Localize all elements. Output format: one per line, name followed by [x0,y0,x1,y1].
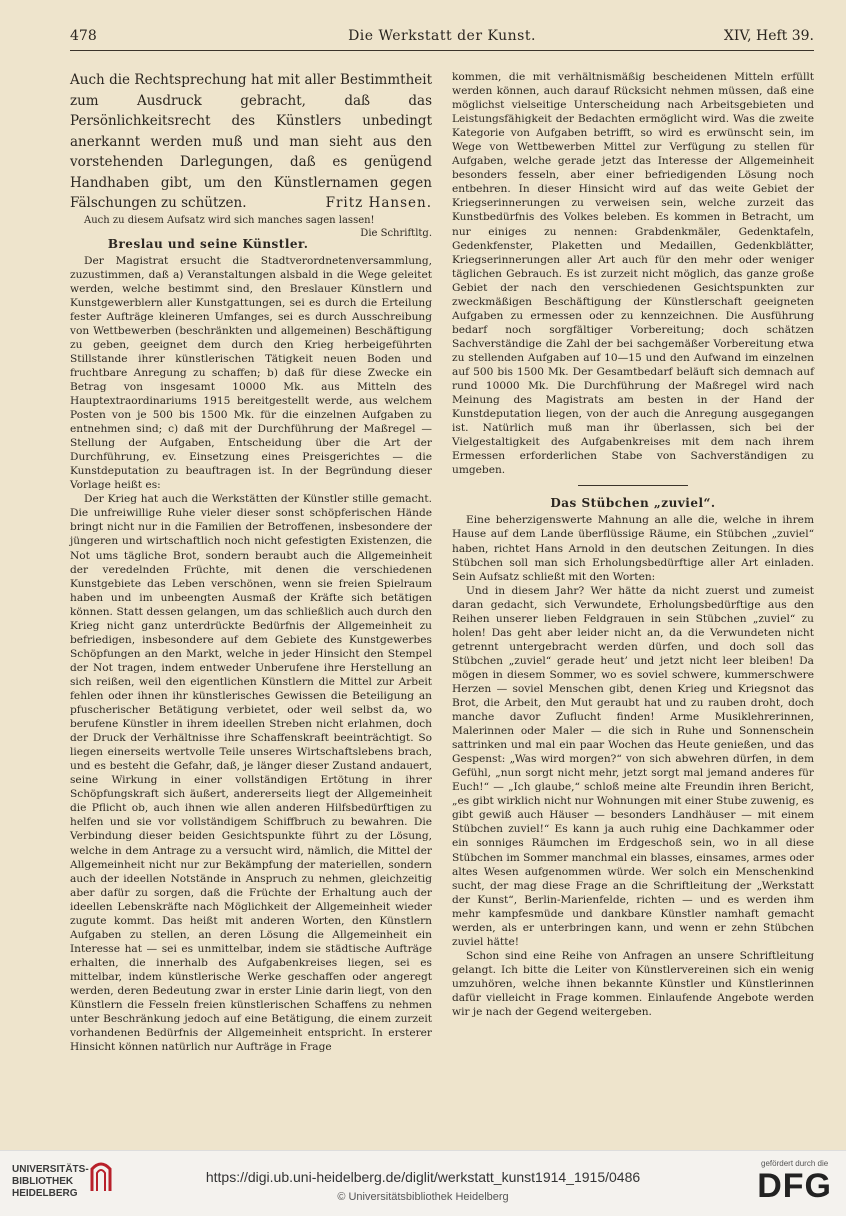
breslau-paragraph-2: Der Krieg hat auch die Werkstätten der Künstler stille gemacht. Die unfreiwillige Ruhe vieler dieser sonst schöpferischen Hände bringt nicht nur in die Familien der Betroffenen, insbesondere der jüngeren und wirtschaftlich noch nicht gefestigten Existenzen, die Not ums tägliche Brot, sondern beraubt auch die Allgemeinheit der veredelnden Früchte, mit denen die verschiedenen Kunstgebiete das Leben verschönen, wenn sie freien Spielraum haben und im unbeengten Ausmaß der Kräfte sich betätigen können. Statt dessen gelangen, um das schließlich auch durch den Krieg nicht ganz unterdrückte Bedürfnis der Allgemeinheit zu befriedigen, insbesondere auf dem Gebiete des Kunstgewerbes Schöpfungen an den Markt, welche in jeder Hinsicht den Stempel der Not tragen, indem entweder Unberufene ihre Herstellung an sich reißen, weil den eigentlichen Künstlern die Mittel zur Arbeit fehlen oder ihnen ihr künstlerisches Gewissen die Beteiligung an pfuscherischer Betätigung verbietet, oder weil selbst da, wo berufene Künstler in ihrem ideellen Streben nicht erlahmen, doch der Druck der Verhältnisse ihre Schaffenskraft beeinträchtigt. So liegen einerseits wertvolle Teile unseres Wirtschaftslebens brach, und es besteht die Gefahr, daß, je länger dieser Zustand andauert, seine Wirkung in einer vollständigen Ertötung in ihrer Schöpfungskraft sich äußert, andererseits liegt der Allgemeinheit die Pflicht ob, auch ihnen wie allen anderen Hilfsbedürftigen zu helfen und sie vor vollständigem Schiffbruch zu bewahren. Die Verbindung dieser beiden Gesichtspunkte führt zu der Lösung, welche in dem Antrage zu a versucht wird, nämlich, die Mittel der Allgemeinheit nicht nur zur Bekämpfung der materiellen, sondern auch der ideellen Notstände in Anspruch zu nehmen, gleichzeitig aber dafür zu sorgen, daß die Früchte der Erhaltung auch der ideellen Lebenskräfte nach Möglichkeit der Allgemeinheit wieder zugute kommt. Das heißt mit anderen Worten, den Künstlern Aufgaben zu stellen, an deren Lösung die Allgemeinheit ein Interesse hat — sei es unmittelbar, indem sie städtische Aufträge erhalten, die innerhalb des Aufgabenkreises liegen, sei es mittelbar, indem künstlerische Werke geschaffen oder angeregt werden, deren Bedeutung zwar in erster Linie darin liegt, von den Künstlern die Fesseln freien künstlerischen Schaffens zu nehmen unter Beschränkung jedoch auf eine Betätigung, die einem zurzeit vorhandenen Bedürfnis der Allgemeinheit entspricht. In ersterer Hinsicht können natürlich nur Aufträge in Frage [70,493,432,1054]
library-line-2: BIBLIOTHEK [12,1176,74,1187]
dfg-logo: DFG [757,1167,832,1205]
copyright-notice: © Universitätsbibliothek Heidelberg [337,1191,509,1203]
page-header [70,28,814,51]
library-line-3: HEIDELBERG [12,1188,78,1199]
left-column [70,70,432,1054]
issue-label: XIV, Heft 39. [723,28,814,44]
page-number: 478 [70,28,97,44]
intro-text: Auch die Rechtsprechung hat mit aller Bestimmtheit zum Ausdruck gebracht, daß das Persönlichkeitsrecht des Künstlers unbedingt anerkannt werden muß und man sieht aus den vorstehenden Darlegungen, daß es genügend Handhaben gibt, um den Künstlernamen gegen Fälschungen zu schützen. [70,72,432,211]
section-divider [578,485,688,486]
section-title-stuebchen: Das Stübchen „zuviel“. [550,496,716,511]
library-line-1: UNIVERSITÄTS- [12,1164,89,1175]
viewer-footer [0,1150,846,1216]
right-column [452,70,814,1019]
editor-note [70,214,432,239]
sponsor-label: gefördert durch die [761,1159,829,1168]
sponsor-block [757,1159,832,1204]
stuebchen-paragraph-2: Und in diesem Jahr? Wer hätte da nicht zuerst und zumeist daran gedacht, sich Verwundete, Erholungsbedürftige aus den Reihen unserer lieben Feldgrauen in sein Stübchen „zuviel“ zu holen! Das geht aber leider nicht an, da die Verwundeten nicht getrennt untergebracht werden dürfen, und doch soll das Stübchen „zuviel“ gerade heut’ und jetzt nicht leer bleiben! Da mögen in diesem Sommer, wo es soviel schwere, kummerschwere Herzen — soviel Menschen gibt, denen Krieg und Kriegsnot das Brot, die Arbeit, den Mut geraubt hat und zu rauben droht, doch manche davor Zuflucht finden! Arme Musiklehrerinnen, Malerinnen oder Maler — die sich in Ruhe und Sonnenschein sattrinken und mal ein paar Wochen das Heute genießen, und das Gespenst: „Was wird morgen?“ von sich abwehren dürfen, in dem Gefühl, „nun sorgt nicht mehr, jetzt sorgt mal jemand anderes für Euch!“ — „Ich glaube,“ schloß meine alte Freundin ihren Bericht, „es gibt wirklich nicht nur Wohnungen mit einer Stube zuwenig, es gibt gewiß auch Häuser — besonders Landhäuser — mit einem Stübchen zuviel!“ Es kann ja auch ruhig eine Dachkammer oder ein sonniges Räumchen im Erdgeschoß sein, wo in all diese Stübchen im Sommer manchmal ein blasses, einsames, armes oder altes Wesen aufgenommen würde. Wer solch ein Menschenkind sucht, der mag diese Frage an die Schriftleitung der „Werkstatt der Kunst“, Berlin-Marienfelde, richten — und es werden ihm mehr kampfesmüde und dankbare Künstler namhaft gemacht werden, als er unterbringen kann, und wenn er zehn Stübchen zuviel hätte! [452,584,814,948]
intro-paragraph [70,70,432,214]
editor-note-text: Auch zu diesem Aufsatz wird sich manches sagen lassen! [84,214,375,226]
intro-author: Fritz Hansen. [325,195,432,211]
breslau-paragraph-1: Der Magistrat ersucht die Stadtverordnetenversammlung, zuzustimmen, daß a) Veranstaltungen alsbald in die Wege geleitet werden, welche bestimmt sind, den Breslauer Künstlern und Kunstgewerblern aller Kunstgattungen, sei es durch die Erteilung fester Aufträge kleineren Umfanges, sei es durch Ausschreibung von Wettbewerben (beschränkten und allgemeinen) Beschäftigung zu geben, geeignet dem durch den Krieg herbeigeführten Stillstande ihrer künstlerischen Tätigkeit neuen Boden und fruchtbare Anregung zu schaffen; b) daß für diese Zwecke ein Betrag von insgesamt 10000 Mk. aus Mitteln des Hauptextraordinariums 1915 bereitgestellt werde, aus welchem Posten von je 500 bis 1500 Mk. für die einzelnen Aufgaben zu entnehmen sind; c) daß mit der Durchführung der Maßregel — Stellung der Aufgaben, Entscheidung über die Art der Durchführung, ev. Einsetzung eines Preisgerichtes — die Kunstdeputation zu beauftragen ist. In der Begründung dieser Vorlage heißt es: [70,254,432,492]
permalink-url[interactable]: https://digi.ub.uni-heidelberg.de/diglit/werkstatt_kunst1914_1915/0486 [205,1169,641,1185]
breslau-continued-paragraph: kommen, die mit verhältnismäßig bescheidenen Mitteln erfüllt werden können, auch darauf Rücksicht nehmen müssen, daß eine möglichst vielseitige Unterscheidung nach Arbeitsgebieten und Leistungsfähigkeit der Bedachten ermöglicht wird. Was die zweite Kategorie von Aufgaben betrifft, so wird es erwünscht sein, im Wege von Wettbewerben Mittel zur Verfügung zu stellen für Aufgaben, welche gerade jetzt das Interesse der Allgemeinheit besonders fesseln, aber einer befriedigenden Lösung noch entbehren. In dieser Hinsicht wird auf das weite Gebiet der Kriegserinnerungen zu verweisen sein, welche zurzeit das Kunstbedürfnis des Volkes beleben. Es kommen in Betracht, um nur einiges zu nennen: Grabdenkmäler, Gedenktafeln, Gedenkfenster, Plaketten und Medaillen, Gedenkblätter, Kriegserinnerungen aller Art auch für den mehr oder weniger täglichen Gebrauch. Es ist zurzeit nicht möglich, das ganze große Gebiet der nach den verschiedenen Gesichtspunkten zur zweckmäßigen Beschäftigung der Künstlerschaft geeigneten Aufgaben zu ermessen oder zu kennzeichnen. Die Ausführung bedarf noch sorgfältiger Vorbereitung; doch schätzen Sachverständige die Zahl der bei sachgemäßer Vorbereitung etwa zu stellenden Aufgaben auf 10—15 und den Aufwand im einzelnen auf 500 bis 1500 Mk. Der Gesamtbedarf beläuft sich demnach auf rund 10000 Mk. Die Durchführung der Maßregel wird nach Meinung des Magistrats am besten in der Hand der Kunstdeputation liegen, von der auch die Anregung ausgegangen ist. Natürlich muß man ihr überlassen, sich bei der Vielgestaltigkeit des Aufgabenkreises mit dem nach ihrem Ermessen erforderlichen Stabe von Sachverständigen zu umgeben. [452,71,814,477]
journal-title: Die Werkstatt der Kunst. [348,28,536,44]
editor-note-signature: Die Schriftltg. [360,227,432,239]
section-title-breslau: Breslau und seine Künstler. [107,236,309,251]
stuebchen-paragraph-1: Eine beherzigenswerte Mahnung an alle die, welche in ihrem Hause auf dem Lande überflüssige Räume, ein Stübchen „zuviel“ haben, richtet Hans Arnold in den deutschen Zeitungen. In dies Stübchen soll man sich Erholungsbedürftige aller Art einladen. Sein Aufsatz schließt mit den Worten: [452,514,814,583]
stuebchen-paragraph-3: Schon sind eine Reihe von Anfragen an unsere Schriftleitung gelangt. Ich bitte die Leiter von Künstlervereinen sich ein wenig umzuhören, welche ihnen bekannte Künstler und Künstlerinnen dafür vielleicht in Frage kommen. Einlaufende Angebote werden wir je nach der Gegend weitergeben. [452,949,814,1019]
